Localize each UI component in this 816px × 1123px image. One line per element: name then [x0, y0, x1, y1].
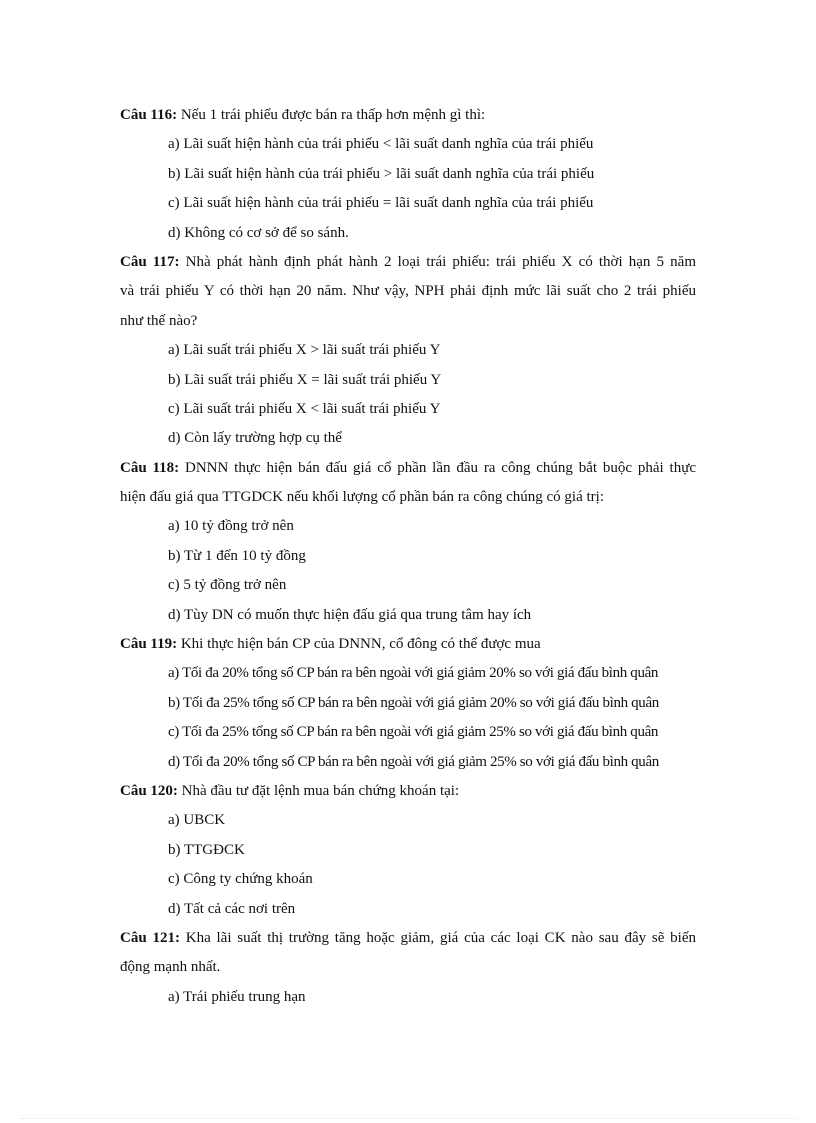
question-number: Câu 121: — [120, 929, 180, 946]
answer-option-b: b) Lãi suất trái phiếu X = lãi suất trái phiếu Y — [168, 371, 442, 388]
question-number: Câu 120: — [120, 782, 178, 799]
question-text-continued: và trái phiếu Y có thời hạn 20 năm. Như vậy, NPH phải định mức lãi suất cho 2 trái phiếu — [120, 283, 696, 300]
answer-option-a: a) Trái phiếu trung hạn — [168, 988, 306, 1005]
answer-option-a: a) 10 tỷ đồng trở nên — [168, 518, 294, 535]
question-text-line — [120, 101, 696, 130]
answer-option-d: d) Không có cơ sở để so sánh. — [168, 224, 349, 241]
question-number: Câu 116: — [120, 107, 178, 123]
question-117 — [120, 248, 696, 454]
answer-option-a: a) Lãi suất hiện hành của trái phiếu < lãi suất danh nghĩa của trái phiếu — [168, 136, 594, 153]
question-120 — [120, 777, 696, 924]
question-121 — [120, 924, 696, 1012]
answer-option-a: a) Lãi suất trái phiếu X > lãi suất trái phiếu Y — [168, 342, 441, 359]
answer-option-d: d) Còn lấy trường hợp cụ thể — [168, 430, 342, 447]
question-text: Nhà phát hành định phát hành 2 loại trái phiếu: trái phiếu X có thời hạn 5 năm — [185, 253, 697, 270]
question-text-line — [120, 924, 696, 953]
question-number: Câu 117: — [120, 253, 180, 270]
question-text: DNNN thực hiện bán đấu giá cổ phần lần đầu ra công chúng bắt buộc phải thực — [185, 459, 697, 476]
question-text-continued: động mạnh nhất. — [120, 959, 221, 976]
question-119 — [120, 630, 696, 777]
answer-option-a: a) Tối đa 20% tổng số CP bán ra bên ngoài với giá giảm 20% so với giá đấu bình quân — [168, 665, 659, 682]
answer-option-c: c) Lãi suất trái phiếu X < lãi suất trái phiếu Y — [168, 400, 441, 417]
question-number: Câu 119: — [120, 636, 178, 653]
answer-option-c: c) 5 tỷ đồng trở nên — [168, 577, 287, 594]
question-text-line — [120, 248, 696, 277]
question-116 — [120, 101, 696, 248]
question-text-continued: hiện đấu giá qua TTGDCK nếu khối lượng cổ phần bán ra công chúng có giá trị: — [120, 489, 604, 506]
answer-option-b: b) TTGĐCK — [168, 841, 245, 858]
answer-option-d: d) Tất cả các nơi trên — [168, 900, 296, 917]
answer-option-d: d) Tối đa 20% tổng số CP bán ra bên ngoài với giá giảm 25% so với giá đấu bình quân — [168, 753, 659, 770]
question-text-line — [120, 454, 696, 483]
page-bottom-divider — [20, 1118, 796, 1119]
question-text: Nếu 1 trái phiếu được bán ra thấp hơn mệnh gì thì: — [180, 107, 486, 123]
answer-option-a: a) UBCK — [168, 812, 226, 829]
question-text: Khi thực hiện bán CP của DNNN, cổ đông có thể được mua — [180, 636, 541, 653]
answer-option-c: c) Công ty chứng khoán — [168, 871, 313, 888]
answer-option-d: d) Tùy DN có muốn thực hiện đấu giá qua trung tâm hay ích — [168, 606, 532, 623]
answer-option-b: b) Tối đa 25% tổng số CP bán ra bên ngoài với giá giảm 20% so với giá đấu bình quân — [168, 694, 659, 711]
question-118 — [120, 454, 696, 630]
question-text-line — [120, 777, 696, 806]
answer-option-c: c) Lãi suất hiện hành của trái phiếu = lãi suất danh nghĩa của trái phiếu — [168, 195, 594, 212]
question-text-continued: như thế nào? — [120, 312, 198, 329]
question-text-line — [120, 630, 696, 659]
answer-option-b: b) Lãi suất hiện hành của trái phiếu > lãi suất danh nghĩa của trái phiếu — [168, 165, 595, 182]
question-text: Kha lãi suất thị trường tăng hoặc giảm, giá của các loại CK nào sau đây sẽ biến — [185, 929, 697, 946]
answer-option-c: c) Tối đa 25% tổng số CP bán ra bên ngoài với giá giảm 25% so với giá đấu bình quân — [168, 724, 659, 741]
question-number: Câu 118: — [120, 459, 180, 476]
question-text: Nhà đầu tư đặt lệnh mua bán chứng khoán tại: — [181, 782, 460, 799]
question-list — [120, 101, 696, 1012]
answer-option-b: b) Từ 1 đến 10 tỷ đồng — [168, 547, 306, 564]
